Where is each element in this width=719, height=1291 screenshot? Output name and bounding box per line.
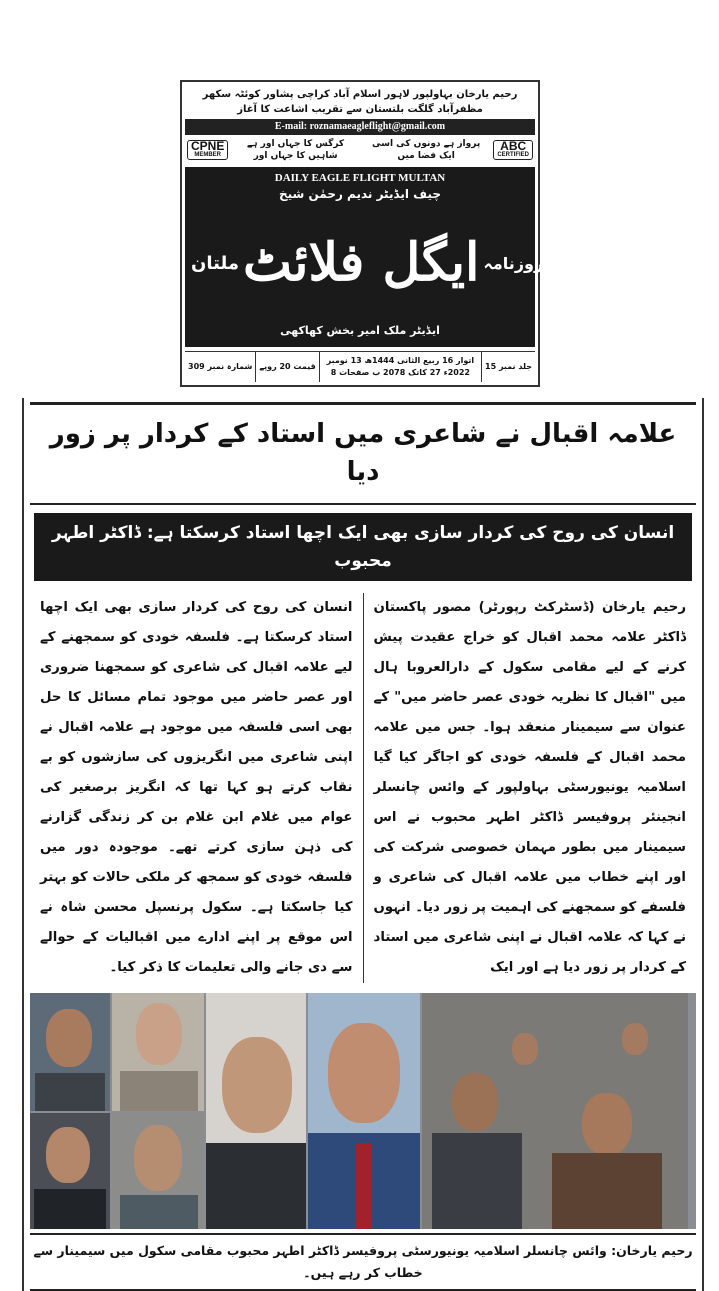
city-label: ملتان xyxy=(191,252,239,274)
abc-badge: ABC CERTIFIED xyxy=(493,140,533,160)
headline-rule xyxy=(30,503,696,505)
cities-line: رحیم یارخان بہاولپور لاہور اسلام آباد کراچی پشاور کوئٹہ سکھر مظفرآباد گلگت بلتستان سے تقریب اشاعت کا آغاز xyxy=(202,89,518,115)
editor-line: ایڈیٹر ملک امیر بخش کھاکھی xyxy=(280,324,440,337)
newspaper-title: ایگل فلائٹ xyxy=(242,232,480,293)
portrait-photo xyxy=(30,1113,110,1229)
headline: علامہ اقبال نے شاعری میں استاد کے کردار پر زور دیا xyxy=(49,419,677,487)
newspaper-masthead xyxy=(180,80,544,387)
dateline xyxy=(185,351,535,382)
motto-left: کرگس کا جہاں اور ہے شاہیں کا جہاں اور xyxy=(247,139,345,161)
issue-number: شمارہ نمبر 309 xyxy=(188,362,253,371)
portrait-photo xyxy=(112,993,204,1111)
daily-english-title: DAILY EAGLE FLIGHT MULTAN xyxy=(274,172,446,184)
portrait-photo xyxy=(112,1113,204,1229)
chief-editor: چیف ایڈیٹر ندیم رحمٰن شیخ xyxy=(278,187,442,201)
cpne-badge: CPNE MEMBER xyxy=(187,140,228,160)
email-line: E-mail: roznamaeagleflight@gmail.com xyxy=(185,119,535,135)
badge-row xyxy=(185,135,535,165)
portrait-photo xyxy=(30,993,110,1111)
newspaper-logo xyxy=(185,167,544,347)
subheadline: انسان کی روح کی کردار سازی بھی ایک اچھا استاد کرسکتا ہے: ڈاکٹر اطہر محبوب xyxy=(34,513,692,581)
column-divider xyxy=(363,593,364,983)
motto-right: پرواز ہے دونوں کی اسی ایک فضا میں xyxy=(371,139,481,161)
article-column-right: رحیم یارخان (ڈسٹرکٹ رپورٹر) مصور پاکستان ڈاکٹر علامہ محمد اقبال کو خراج عقیدت پیش کرنے کے لیے مقامی سکول کے دارالعروبا ہال میں "اقبال کا نظریہ خودی عصر حاضر میں" کے عنوان سے سیمینار منعقد ہوا۔ جس میں علامہ محمد اقبال کے فلسفہ خودی کو اجاگر کیا گیا اسلامیہ یونیورسٹی بہاولپور کے وائس چانسلر انجینئر پروفیسر ڈاکٹر اطہر محبوب نے اس سیمینار میں بطور مہمان خصوصی شرکت کی اور اپنے خطاب میں علامہ اقبال کی شاعری و فلسفے کو سمجھنے کی اہمیت پر زور دیا۔ انہوں نے کہا کہ علامہ اقبال نے اپنی شاعری میں استاد کے کردار پر زور دیا ہے اور ایک xyxy=(373,600,686,975)
portrait-photo xyxy=(308,993,420,1229)
roznama-label: روزنامہ xyxy=(483,253,544,273)
seminar-photo-collage xyxy=(30,993,696,1229)
price: قیمت 20 روپے xyxy=(255,352,318,382)
audience-photo xyxy=(422,993,688,1229)
portrait-photo xyxy=(206,993,306,1229)
volume-number: جلد نمبر 15 xyxy=(481,352,535,382)
article-columns xyxy=(30,593,696,983)
news-article xyxy=(22,398,704,1291)
issue-date: اتوار 16 ربیع الثانی 1444ھ 13 نومبر 2022ء 27 کاتک 2078 ب صفحات 8 xyxy=(319,352,481,382)
article-column-left: انسان کی روح کی کردار سازی بھی ایک اچھا استاد کرسکتا ہے۔ فلسفہ خودی کو سمجھنے کے لیے علامہ اقبال کی شاعری کو سمجھنا ضروری اور عصر حاضر میں موجود تمام مسائل کا حل بھی اسی فلسفہ میں موجود ہے علامہ اقبال نے اپنی شاعری میں انگریزوں کی سازشوں کو بے نقاب کرتے ہو کہا تھا کہ انگریز برصغیر کی عوام میں غلام ابن غلام بن کر زندگی گزارنے کی ذہن سازی کرتے تھے۔ موجودہ دور میں فلسفہ خودی کو سمجھ کر ملکی حالات کو بہتر کیا جاسکتا ہے۔ سکول پرنسپل محسن شاہ نے اس موقع پر اپنے ادارے میں اقبالیات کے حوالے سے دی جانے والی تعلیمات کا ذکر کیا۔ xyxy=(40,600,353,975)
photo-caption: رحیم یارخان: وائس چانسلر اسلامیہ یونیورسٹی پروفیسر ڈاکٹر اطہر محبوب مقامی سکول میں سیمینار سے خطاب کر رہے ہیں۔ xyxy=(30,1233,696,1289)
logo-row xyxy=(191,203,544,323)
